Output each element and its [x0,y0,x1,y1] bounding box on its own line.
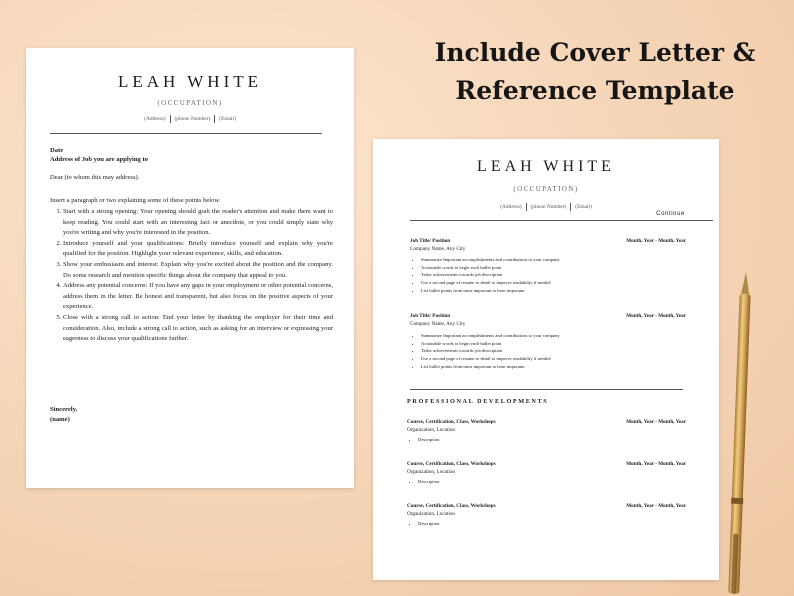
course-title: Course, Certification, Class, Workshops [407,503,496,509]
list-item: • Use a second page of resume to detail to improve readability if needed [421,355,711,363]
resume-contacts [373,203,719,211]
list-item: • Summarize Important accomplishments and contributions to your company [421,332,711,340]
course-org: Organization, Location [407,427,456,433]
list-item: • Actionable words to begin each bullet point [421,264,711,272]
continue-label: Continue [656,211,685,217]
course-dates: Month, Year - Month, Year [626,419,686,425]
pen-ring [731,498,743,504]
job-company: Company Name, Any City [410,246,466,252]
course-title: Course, Certification, Class, Workshops [407,419,496,425]
cover-salutation: Dear (to whom this may address). [50,174,140,181]
divider [526,203,527,211]
cover-email: (Email) [219,116,236,123]
list-item: • Description [418,520,439,528]
cover-intro: Insert a paragraph or two explaining some of these points below. [50,197,221,204]
cover-point: 1. Start with a strong opening: Your opening should grab the reader's attention and make them want to keep reading. You could start with an interesting fact or anecdote, or you could simply state why you're writing and why you're interested in the position. [63,207,333,239]
job-company: Company Name, Any City [410,321,466,327]
job-dates: Month, Year - Month, Year [626,238,686,244]
resume-rule [410,220,713,221]
cover-points [50,207,333,345]
cover-rule [50,133,322,134]
cover-closing: Sincerely, [50,406,78,413]
cover-contacts [26,115,354,123]
professional-developments-heading: PROFESSIONAL DEVELOPMENTS [407,398,549,405]
cover-date: Date [50,147,64,154]
list-item: • Actionable words to begin each bullet point [421,340,711,348]
cover-point: 3. Show your enthusiasm and interest: Explain why you're excited about the position and the company. Do some research and mention specific things about the company that appeal to you. [63,260,333,281]
course-org: Organization, Location [407,469,456,475]
resume-email: (Email) [575,204,592,211]
cover-job-address: Address of Job you are applying to [50,156,148,163]
divider [214,115,215,123]
course-org: Organization, Location [407,511,456,517]
cover-occupation: (OCCUPATION) [157,99,223,107]
list-item: • Tailor achievements towards job description [421,347,711,355]
cover-phone: (phone Number) [174,116,211,123]
section-rule [410,389,683,390]
job-title: Job Title/ Position [410,313,451,319]
cover-name: LEAH WHITE [117,72,263,91]
course-title: Course, Certification, Class, Workshops [407,461,496,467]
cover-point: 2. Introduce yourself and your qualifications: Briefly introduce yourself and explain why you're qualified for the position. Highlight your relevant experience, skills, and education. [63,239,333,260]
cover-point: 5. Close with a strong call to action: End your letter by thanking the employer for their time and consideration. Also, include a strong call to action, such as asking for an interview or expressing your eagerness to discuss your qualifications further. [63,313,333,345]
job-bullets [410,332,711,371]
cover-signature: (name) [50,416,70,423]
list-item: • Use a second page of resume to detail to improve readability if needed [421,279,711,287]
divider [170,115,171,123]
course-bullets [407,436,439,444]
list-item: • List bullet points from most important to least important [421,287,711,295]
job-dates: Month, Year - Month, Year [626,313,686,319]
list-item: • Summarize Important accomplishments and contributions to your company [421,256,711,264]
cover-letter-page [26,48,354,488]
resume-address: (Address) [500,204,522,211]
resume-phone: (phone Number) [530,204,567,211]
list-item: • Tailor achievements towards job description [421,271,711,279]
pen-tip [741,272,750,294]
course-dates: Month, Year - Month, Year [626,461,686,467]
course-bullets [407,520,439,528]
list-item: • List bullet points from most important to least important [421,363,711,371]
course-dates: Month, Year - Month, Year [626,503,686,509]
divider [570,203,571,211]
resume-name: LEAH WHITE [477,158,615,175]
job-title: Job Title/ Position [410,238,451,244]
pen-clip [731,534,738,594]
resume-occupation: (OCCUPATION) [513,185,579,193]
cover-address: (Address) [144,116,166,123]
headline [360,34,794,110]
pen-body [728,294,751,594]
headline-line-2: Reference Template [455,76,735,105]
list-item: • Description [418,478,439,486]
course-bullets [407,478,439,486]
job-bullets [410,256,711,295]
cover-point: 4. Address any potential concerns: If you have any gaps in your employment or other potential concerns, address them in the letter. Be honest and transparent, but also focus on the positive aspects of your experience. [63,281,333,313]
resume-page [373,139,719,580]
headline-line-1: Include Cover Letter & [434,38,756,67]
list-item: • Description [418,436,439,444]
